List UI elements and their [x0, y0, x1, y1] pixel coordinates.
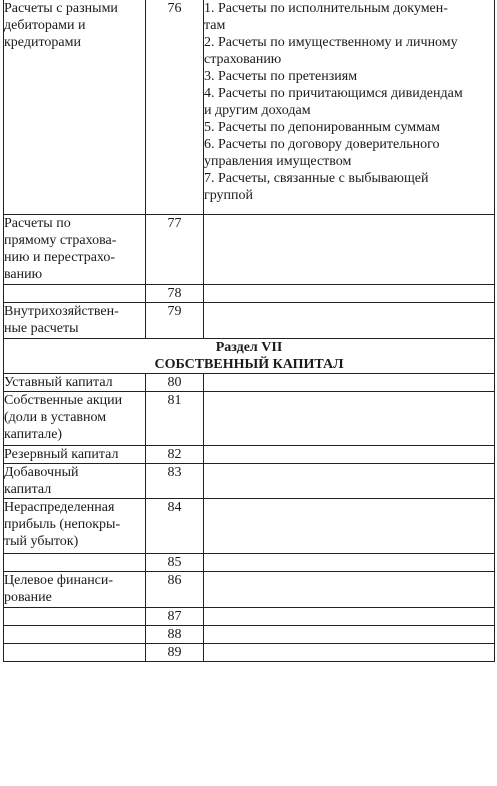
account-name — [4, 554, 146, 572]
subaccounts-cell — [204, 392, 495, 446]
account-name: Резервный капитал — [4, 446, 146, 464]
subaccount-item: 7. Расчеты, связанные с выбывающей группой — [204, 171, 429, 203]
account-number: 84 — [146, 499, 204, 554]
subaccounts-cell — [204, 608, 495, 626]
subaccount-item: 2. Расчеты по имущественному и личному страхованию — [204, 35, 458, 67]
subaccounts-cell — [204, 572, 495, 608]
subaccounts-cell — [204, 554, 495, 572]
table-row — [4, 608, 495, 626]
subaccounts-cell — [204, 626, 495, 644]
table-row — [4, 626, 495, 644]
account-name: Расчеты по прямому страхова- нию и перестрахо- ванию — [4, 215, 146, 285]
table-row — [4, 303, 495, 339]
account-number: 86 — [146, 572, 204, 608]
subaccount-item: 6. Расчеты по договору доверительного управления имуществом — [204, 137, 440, 169]
account-number: 79 — [146, 303, 204, 339]
subaccount-item: 3. Расчеты по претензиям — [204, 69, 358, 84]
account-name: Уставный капитал — [4, 374, 146, 392]
table-row — [4, 554, 495, 572]
table-row — [4, 499, 495, 554]
table-row — [4, 446, 495, 464]
account-name — [4, 626, 146, 644]
account-number: 77 — [146, 215, 204, 285]
account-number: 88 — [146, 626, 204, 644]
table-row — [4, 644, 495, 662]
table-row — [4, 0, 495, 215]
account-number: 78 — [146, 285, 204, 303]
account-name — [4, 285, 146, 303]
table-row — [4, 572, 495, 608]
account-number: 81 — [146, 392, 204, 446]
account-number: 82 — [146, 446, 204, 464]
account-name: Собственные акции (доли в уставном капитале) — [4, 392, 146, 446]
subaccounts-cell — [204, 644, 495, 662]
account-name — [4, 644, 146, 662]
table-row — [4, 215, 495, 285]
subaccounts-cell — [204, 464, 495, 499]
table-row — [4, 392, 495, 446]
account-name: Целевое финанси- рование — [4, 572, 146, 608]
account-number: 83 — [146, 464, 204, 499]
table-row — [4, 285, 495, 303]
account-name: Расчеты с разными дебиторами и кредиторами — [4, 0, 146, 215]
account-number: 89 — [146, 644, 204, 662]
section-title: СОБСТВЕННЫЙ КАПИТАЛ — [154, 357, 344, 372]
subaccounts-list — [204, 0, 495, 215]
subaccount-item: 4. Расчеты по причитающимся дивидендам и другим доходам — [204, 86, 463, 118]
subaccounts-cell — [204, 215, 495, 285]
subaccounts-cell — [204, 499, 495, 554]
account-name: Внутрихозяйствен- ные расчеты — [4, 303, 146, 339]
section-label: Раздел VII — [215, 340, 283, 355]
chart-of-accounts-table — [3, 0, 495, 662]
section-header-row — [4, 339, 495, 374]
subaccounts-cell — [204, 303, 495, 339]
table-row — [4, 464, 495, 499]
subaccounts-cell — [204, 374, 495, 392]
account-number: 85 — [146, 554, 204, 572]
account-number: 76 — [146, 0, 204, 215]
subaccounts-cell — [204, 285, 495, 303]
section-header — [4, 339, 495, 374]
subaccounts-cell — [204, 446, 495, 464]
account-name — [4, 608, 146, 626]
account-number: 87 — [146, 608, 204, 626]
table-row — [4, 374, 495, 392]
account-number: 80 — [146, 374, 204, 392]
subaccount-item: 5. Расчеты по депонированным суммам — [204, 120, 440, 135]
subaccount-item: 1. Расчеты по исполнительным докумен- там — [204, 1, 448, 33]
account-name: Нераспределенная прибыль (непокры- тый убыток) — [4, 499, 146, 554]
account-name: Добавочный капитал — [4, 464, 146, 499]
